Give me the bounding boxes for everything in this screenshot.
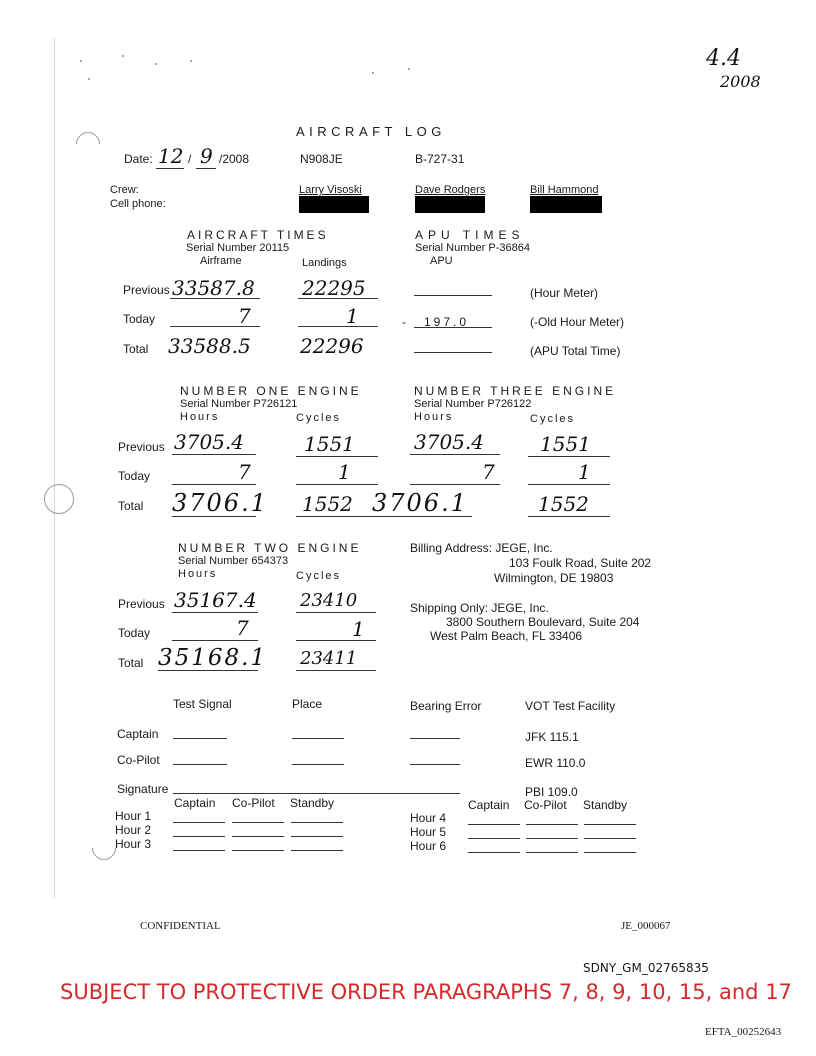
hour-1-label: Hour 1 <box>115 809 152 823</box>
engine-one-hours-total-line <box>172 516 256 517</box>
date-month-line <box>156 168 184 169</box>
col-place: Place <box>292 697 323 711</box>
billing-address-line2: Wilmington, DE 19803 <box>494 571 614 585</box>
landings-previous-line <box>298 298 378 299</box>
bates-number: JE_000067 <box>621 920 671 932</box>
engine-three-cycles-total-line <box>528 516 610 517</box>
engine-three-hours-total-line <box>372 516 472 517</box>
sdny-number: SDNY_GM_02765835 <box>583 961 709 975</box>
grid-line <box>232 836 284 837</box>
engine-two-hours-today-line <box>172 640 258 641</box>
hour-5-label: Hour 5 <box>410 825 447 839</box>
engine-two-header: NUMBER TWO ENGINE <box>178 541 362 555</box>
engine-three-hours-prev-line <box>410 454 500 455</box>
engine-one-cycles-today-line <box>296 484 378 485</box>
landings-today: 1 <box>346 304 359 328</box>
engine-one-header: NUMBER ONE ENGINE <box>180 384 362 398</box>
cell-phone-label: Cell phone: <box>110 198 166 210</box>
engine-three-cycles-total: 1552 <box>538 492 589 516</box>
engine-two-cycles-previous: 23410 <box>300 590 358 611</box>
engine-one-hours-prev-line <box>172 454 256 455</box>
engine-one-serial: Serial Number P726121 <box>180 398 298 410</box>
apu-dash: - <box>402 315 406 329</box>
grid-line <box>232 850 284 851</box>
vor-row-copilot: Co-Pilot <box>117 753 160 767</box>
engine-one-hours-previous: 3705.4 <box>174 430 244 454</box>
grid-right-col-standby: Standby <box>583 798 628 812</box>
binder-hole <box>44 484 74 514</box>
copilot-place-line <box>292 764 344 765</box>
grid-line <box>291 822 343 823</box>
vor-row-signature: Signature <box>117 782 169 796</box>
engine-two-row-previous: Previous <box>118 597 165 611</box>
engine-three-hours-today-line <box>410 484 500 485</box>
engine-two-hours-previous: 35167.4 <box>174 588 257 612</box>
engine-three-cycles-today-line <box>528 484 610 485</box>
scan-edge-line <box>54 38 55 898</box>
tail-number: N908JE <box>300 152 343 166</box>
airframe-today-line <box>170 326 260 327</box>
redaction-box <box>415 196 485 213</box>
grid-line <box>173 822 225 823</box>
date-day-line <box>196 168 216 169</box>
apu-serial: Serial Number P-36864 <box>415 242 530 254</box>
airframe-total: 33588.5 <box>168 334 251 358</box>
landings-today-line <box>298 326 378 327</box>
row-total: Total <box>123 342 149 356</box>
scan-speck <box>122 55 124 57</box>
date-day: 9 <box>200 144 213 168</box>
grid-line <box>584 824 636 825</box>
engine-three-header: NUMBER THREE ENGINE <box>414 384 617 398</box>
grid-line <box>526 824 578 825</box>
grid-right-col-captain: Captain <box>468 798 510 812</box>
protective-order-notice: SUBJECT TO PROTECTIVE ORDER PARAGRAPHS 7, 8, 9, 10, 15, and 17 <box>60 980 792 1004</box>
engine-three-cycles-previous: 1551 <box>540 432 591 456</box>
apu-hour-meter-label: (Hour Meter) <box>530 286 599 300</box>
grid-left-col-copilot: Co-Pilot <box>232 796 275 810</box>
airframe-previous-line <box>170 298 260 299</box>
engine-three-cycles-today: 1 <box>578 460 591 484</box>
copilot-bearing-line <box>410 764 460 765</box>
shipping-address-label: Shipping Only: JEGE, Inc. <box>410 601 549 615</box>
airframe-previous: 33587.8 <box>172 276 255 300</box>
engine-two-row-today: Today <box>118 626 151 640</box>
col-landings: Landings <box>302 257 347 269</box>
shipping-address-line1: 3800 Southern Boulevard, Suite 204 <box>446 615 640 629</box>
aircraft-serial: Serial Number 20115 <box>186 242 290 254</box>
page-title: AIRCRAFT LOG <box>296 124 446 139</box>
facility-jfk: JFK 115.1 <box>525 730 579 744</box>
engine-three-col-hours: Hours <box>414 411 454 423</box>
engine-two-hours-total: 35168.1 <box>158 645 268 671</box>
grid-line <box>526 838 578 839</box>
captain-place-line <box>292 738 344 739</box>
engine-three-serial: Serial Number P726122 <box>414 398 532 410</box>
scan-speck <box>155 63 157 65</box>
engine-one-hours-today: 7 <box>238 460 251 484</box>
grid-right-col-copilot: Co-Pilot <box>524 798 567 812</box>
engine-three-col-cycles: Cycles <box>530 413 576 425</box>
engine-one-row-total: Total <box>118 499 144 513</box>
date-sep: / <box>188 152 192 166</box>
engine-three-hours-previous: 3705.4 <box>414 430 484 454</box>
engine-three-cycles-prev-line <box>528 456 610 457</box>
apu-total-time-label: (APU Total Time) <box>530 344 621 358</box>
aircraft-times-header: AIRCRAFT TIMES <box>187 228 329 242</box>
confidential-label: CONFIDENTIAL <box>140 920 221 932</box>
efta-number: EFTA_00252643 <box>705 1026 782 1038</box>
scan-speck <box>372 72 374 74</box>
aircraft-type: B-727-31 <box>415 152 465 166</box>
engine-two-cycles-prev-line <box>296 612 376 613</box>
scan-speck <box>80 60 82 62</box>
hour-2-label: Hour 2 <box>115 823 152 837</box>
scan-speck <box>88 78 90 80</box>
engine-one-hours-total: 3706.1 <box>172 489 268 517</box>
grid-line <box>468 824 520 825</box>
corner-note-year: 2008 <box>720 72 761 91</box>
apu-total-line <box>414 352 492 353</box>
crew-member-1: Larry Visoski <box>299 184 362 196</box>
billing-address-label: Billing Address: JEGE, Inc. <box>410 541 553 555</box>
scan-speck <box>190 60 192 62</box>
date-month: 12 <box>158 144 184 168</box>
grid-left-col-standby: Standby <box>290 796 335 810</box>
col-test-signal: Test Signal <box>173 697 232 711</box>
row-previous: Previous <box>123 283 170 297</box>
redaction-box <box>530 196 602 213</box>
engine-two-hours-today: 7 <box>236 616 249 640</box>
hour-4-label: Hour 4 <box>410 811 447 825</box>
crew-member-3: Bill Hammond <box>530 184 599 196</box>
apu-old-hour-line <box>414 327 492 328</box>
landings-previous: 22295 <box>302 276 366 300</box>
grid-line <box>526 852 578 853</box>
apu-hour-meter-line <box>414 295 492 296</box>
engine-one-cycles-prev-line <box>296 456 378 457</box>
engine-one-cycles-previous: 1551 <box>304 432 355 456</box>
col-airframe: Airframe <box>200 255 242 267</box>
billing-address-line1: 103 Foulk Road, Suite 202 <box>509 556 652 570</box>
airframe-today: 7 <box>238 304 251 328</box>
engine-one-row-previous: Previous <box>118 440 165 454</box>
engine-one-col-cycles: Cycles <box>296 412 342 424</box>
binder-hole <box>71 127 105 161</box>
engine-two-cycles-today: 1 <box>352 617 365 641</box>
engine-two-row-total: Total <box>118 656 144 670</box>
grid-left-col-captain: Captain <box>174 796 216 810</box>
crew-member-2: Dave Rodgers <box>415 184 486 196</box>
hour-3-label: Hour 3 <box>115 837 152 851</box>
engine-two-hours-prev-line <box>172 612 258 613</box>
engine-one-col-hours: Hours <box>180 411 220 423</box>
grid-line <box>173 836 225 837</box>
col-bearing-error: Bearing Error <box>410 699 482 713</box>
col-apu: APU <box>430 255 453 267</box>
grid-line <box>584 838 636 839</box>
engine-two-cycles-total-line <box>296 670 376 671</box>
facility-pbi: PBI 109.0 <box>525 785 578 799</box>
captain-test-signal-line <box>173 738 227 739</box>
redaction-box <box>299 196 369 213</box>
grid-line <box>291 850 343 851</box>
apu-old-hour-value: 197.0 <box>424 315 470 329</box>
facility-ewr: EWR 110.0 <box>525 756 586 770</box>
grid-line <box>173 850 225 851</box>
grid-line <box>291 836 343 837</box>
engine-two-cycles-today-line <box>296 640 376 641</box>
row-today: Today <box>123 312 156 326</box>
grid-line <box>468 838 520 839</box>
apu-old-hour-meter-label: (-Old Hour Meter) <box>530 315 625 329</box>
engine-one-hours-today-line <box>172 484 256 485</box>
signature-line <box>173 793 460 794</box>
engine-two-hours-total-line <box>158 670 258 671</box>
engine-two-col-hours: Hours <box>178 568 218 580</box>
landings-total: 22296 <box>300 334 364 358</box>
hour-6-label: Hour 6 <box>410 839 447 853</box>
grid-line <box>584 852 636 853</box>
engine-two-serial: Serial Number 654373 <box>178 555 289 567</box>
date-year: /2008 <box>219 152 250 166</box>
engine-one-cycles-total-line <box>296 516 378 517</box>
apu-times-header: APU TIMES <box>415 228 525 242</box>
engine-two-cycles-total: 23411 <box>300 648 358 669</box>
captain-bearing-line <box>410 738 460 739</box>
date-label: Date: <box>124 152 153 166</box>
scan-speck <box>408 68 410 70</box>
shipping-address-line2: West Palm Beach, FL 33406 <box>430 629 583 643</box>
vor-row-captain: Captain <box>117 727 159 741</box>
engine-one-cycles-today: 1 <box>338 460 351 484</box>
col-vot-test-facility: VOT Test Facility <box>525 699 616 713</box>
engine-two-col-cycles: Cycles <box>296 570 342 582</box>
crew-label: Crew: <box>110 184 139 196</box>
copilot-test-signal-line <box>173 764 227 765</box>
grid-line <box>468 852 520 853</box>
grid-line <box>232 822 284 823</box>
engine-one-cycles-total: 1552 <box>302 492 353 516</box>
corner-note-hours: 4.4 <box>706 46 741 71</box>
engine-three-hours-today: 7 <box>482 460 495 484</box>
engine-three-hours-total: 3706.1 <box>372 489 468 517</box>
engine-one-row-today: Today <box>118 469 151 483</box>
